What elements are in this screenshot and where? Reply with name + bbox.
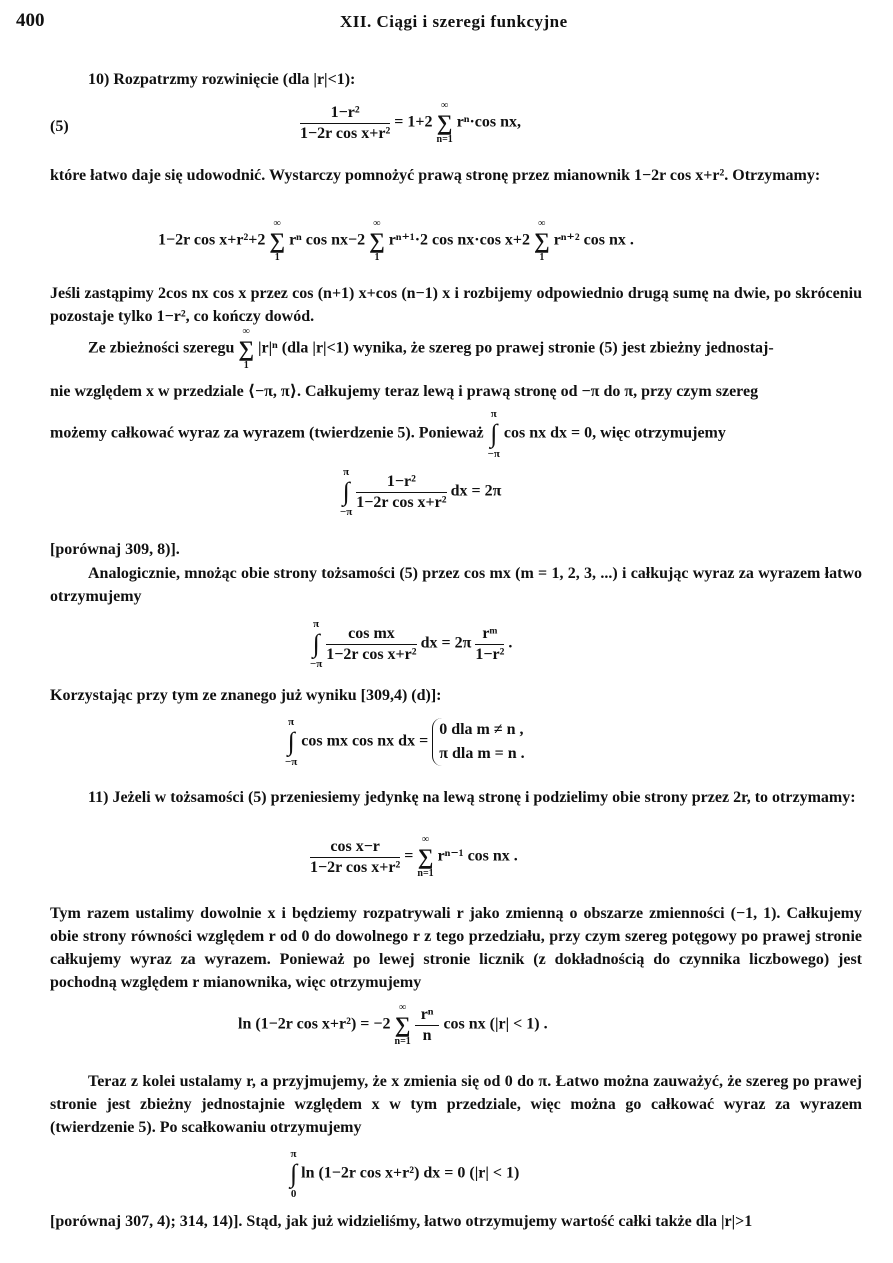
sum-operator — [269, 218, 285, 264]
paragraph-analogically: Analogicznie, mnożąc obie strony tożsamości (5) przez cos mx (m = 1, 2, 3, ...) i całkując wyraz za wyrazem łatwo otrzymujemy — [50, 565, 862, 605]
integral-2-numerator: cos mx — [326, 625, 416, 645]
ln-series-lhs: ln (1−2r cos x+r²) = −2 — [238, 1015, 391, 1033]
orthogonality-lhs: cos mx cos nx dx = — [301, 732, 429, 750]
integral-upper: π — [290, 1148, 297, 1160]
equation-5-fraction — [300, 104, 390, 143]
convergence-text-d: możemy całkować wyraz za wyrazem (twierdzenie 5). Ponieważ — [50, 424, 484, 442]
paragraph-easy-proof: które łatwo daje się udowodnić. Wystarczy pomnożyć prawą stronę przez mianownik 1−2r cos x+r². Otrzymamy: — [50, 167, 821, 184]
integral-upper: π — [490, 408, 497, 420]
sum-operator — [534, 218, 550, 264]
ln-series-rhs: cos nx (|r| < 1) . — [443, 1015, 548, 1033]
equation-11 — [310, 834, 518, 880]
integral-lower: −π — [310, 658, 323, 670]
convergence-text-e: cos nx dx = 0, więc otrzymujemy — [503, 424, 726, 442]
equation-multiplied-part-d: rⁿ⁺² cos nx . — [553, 231, 634, 249]
sum-upper: ∞ — [441, 100, 449, 111]
equation-11-fraction — [310, 838, 400, 877]
equation-5-rhs: = 1+2 — [394, 113, 433, 131]
equation-5-term: rⁿ·cos nx, — [456, 113, 522, 131]
equation-5-label: (5) — [50, 118, 69, 135]
integral-symbol: ∫ — [490, 419, 498, 448]
sum-lower: 1 — [374, 252, 380, 263]
integral-operator — [340, 466, 352, 518]
paragraph-convergence-line2: nie względem x w przedziale ⟨−π, π⟩. Całkujemy teraz lewą i prawą stronę od −π do π, przy czym szereg — [50, 383, 759, 400]
integral-2-mid: dx = 2π — [420, 634, 472, 652]
integral-lower: −π — [285, 756, 298, 768]
convergence-text-a: Ze zbieżności szeregu — [88, 339, 235, 357]
equation-11-denominator: 1−2r cos x+r² — [310, 858, 401, 876]
paragraph-using-result: Korzystając przy tym ze znanego już wyniku [309,4) (d)]: — [50, 687, 442, 704]
convergence-text-b: |r|ⁿ (dla |r|<1) wynika, że szereg po prawej stronie (5) jest zbieżny jednostaj- — [258, 339, 774, 357]
integral-upper: π — [343, 466, 350, 478]
sum-symbol: ∑ — [269, 228, 286, 253]
sum-symbol: ∑ — [369, 228, 385, 253]
page-number: 400 — [16, 10, 45, 31]
paragraph-compare-1: [porównaj 309, 8)]. — [50, 541, 180, 558]
integral-1-numerator: 1−r² — [356, 473, 446, 493]
ln-series-numerator: rⁿ — [415, 1006, 440, 1026]
integral-2-denominator: 1−2r cos x+r² — [326, 645, 417, 663]
equation-11-term: rⁿ⁻¹ cos nx . — [437, 847, 518, 865]
integral-symbol: ∫ — [287, 727, 295, 756]
integral-2-fraction — [326, 625, 416, 664]
sum-symbol: ∑ — [238, 336, 255, 361]
sum-lower: 1 — [539, 252, 545, 263]
sum-lower: 1 — [243, 360, 249, 371]
paragraph-convergence-line3 — [50, 408, 726, 460]
sum-upper: ∞ — [421, 834, 430, 845]
integral-operator — [285, 716, 297, 768]
integral-operator — [488, 408, 500, 460]
sum-upper: ∞ — [399, 1002, 407, 1013]
paragraph-convergence-line1 — [88, 326, 774, 372]
equation-11-numerator: cos x−r — [310, 838, 400, 858]
sum-operator — [395, 1002, 411, 1048]
sum-lower: n=1 — [417, 868, 434, 879]
equation-5 — [300, 100, 521, 146]
paragraph-replace: Jeśli zastąpimy 2cos nx cos x przez cos (n+1) x+cos (n−1) x i rozbijemy odpowiednio drugą sumę na dwie, po skróceniu pozostaje tylko 1−r², co kończy dowód. — [50, 285, 862, 325]
sum-operator — [238, 326, 254, 372]
sum-operator — [369, 218, 385, 264]
equation-5-numerator: 1−r² — [300, 104, 390, 124]
integral-symbol: ∫ — [312, 629, 320, 658]
equation-integral-1 — [340, 466, 501, 518]
orthogonality-case-2: π dla m = n . — [439, 745, 525, 762]
sum-symbol: ∑ — [436, 110, 453, 135]
integral-operator — [290, 1148, 297, 1200]
sum-lower: n=1 — [394, 1036, 411, 1047]
sum-lower: 1 — [274, 252, 280, 263]
equation-multiplied-part-a: 1−2r cos x+r²+2 — [158, 231, 266, 249]
paragraph-final: [porównaj 307, 4); 314, 14)]. Stąd, jak już widzieliśmy, łatwo otrzymujemy wartość całki także dla |r|>1 — [50, 1213, 753, 1230]
ln-series-fraction — [415, 1006, 440, 1045]
sum-lower: n=1 — [436, 134, 453, 145]
sum-upper: ∞ — [373, 218, 381, 229]
orthogonality-cases — [432, 718, 524, 766]
equation-11-equals: = — [404, 847, 414, 865]
paragraph-10-intro: 10) Rozpatrzmy rozwinięcie (dla |r|<1): — [88, 71, 356, 88]
sum-upper: ∞ — [242, 326, 250, 337]
integral-lower: 0 — [290, 1188, 297, 1200]
sum-symbol: ∑ — [417, 844, 434, 869]
paragraph-now: Teraz z kolei ustalamy r, a przyjmujemy, że x zmienia się od 0 do π. Łatwo można zauważyć, że szereg po prawej stronie jest zbieżny jednostajnie względem x w tym przedziale, więc można go całkować wyraz za wyrazem (twierdzenie 5). Po scałkowaniu otrzymujemy — [50, 1073, 862, 1136]
sum-operator — [417, 834, 433, 880]
sum-upper: ∞ — [538, 218, 546, 229]
sum-upper: ∞ — [273, 218, 281, 229]
ln-series-denominator: n — [422, 1026, 432, 1044]
integral-operator — [310, 618, 322, 670]
equation-integral-2 — [310, 618, 512, 670]
equation-ln-series — [238, 1002, 548, 1048]
integral-1-denominator: 1−2r cos x+r² — [356, 493, 447, 511]
equation-orthogonality — [285, 716, 525, 768]
integral-1-rhs: dx = 2π — [450, 482, 502, 500]
integral-2-result-numerator: rᵐ — [475, 625, 504, 645]
running-title: XII. Ciągi i szeregi funkcyjne — [340, 12, 568, 31]
paragraph-11: 11) Jeżeli w tożsamości (5) przeniesiemy jedynkę na lewą stronę i podzielimy obie strony przez 2r, to otrzymamy: — [88, 789, 856, 806]
equation-final-integral — [290, 1148, 519, 1200]
paragraph-this-time: Tym razem ustalimy dowolnie x i będziemy rozpatrywali r jako zmienną o obszarze zmienności (−1, 1). Całkujemy obie strony równości względem r od 0 do dowolnego r z tego przedziału, przy czym szereg potęgowy po prawej stronie całkujemy wyraz za wyrazem. Ponieważ po lewej stronie licznik (z dokładnością do czynnika liczbowego) jest pochodną względem r mianownika, więc otrzymujemy — [50, 905, 862, 991]
sum-symbol: ∑ — [534, 228, 550, 253]
integral-upper: π — [288, 716, 295, 728]
integral-upper: π — [313, 618, 320, 630]
equation-multiplied — [158, 218, 634, 264]
integral-lower: −π — [487, 448, 500, 460]
integral-symbol: ∫ — [342, 477, 350, 506]
integral-1-fraction — [356, 473, 446, 512]
equation-multiplied-part-b: rⁿ cos nx−2 — [289, 231, 366, 249]
integral-2-result-fraction — [475, 625, 504, 664]
sum-symbol: ∑ — [394, 1012, 411, 1037]
integral-2-result-denominator: 1−r² — [475, 645, 505, 663]
integral-lower: −π — [340, 506, 353, 518]
integral-2-end: . — [508, 634, 513, 652]
final-integral-body: ln (1−2r cos x+r²) dx = 0 (|r| < 1) — [301, 1164, 520, 1182]
orthogonality-case-1: 0 dla m ≠ n , — [439, 721, 524, 738]
integral-symbol: ∫ — [290, 1159, 298, 1188]
equation-multiplied-part-c: rⁿ⁺¹·2 cos nx·cos x+2 — [388, 231, 531, 249]
equation-5-denominator: 1−2r cos x+r² — [300, 124, 391, 142]
sum-operator — [437, 100, 453, 146]
